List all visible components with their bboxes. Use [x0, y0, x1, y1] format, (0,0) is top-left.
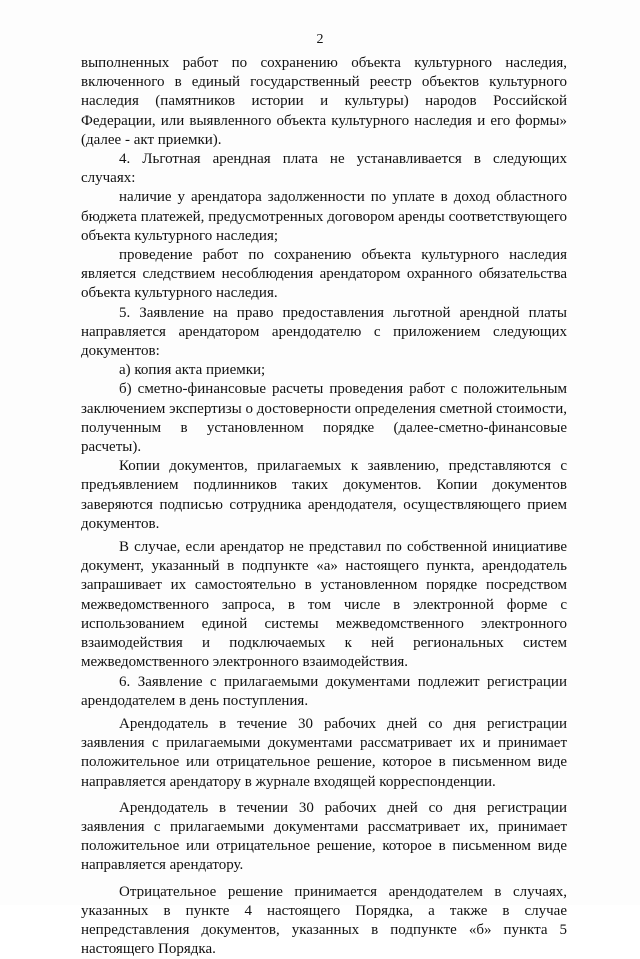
paragraph-act-continuation: выполненных работ по сохранению объекта культурного наследия, включенного в единый государственный реестр объектов культурного наследия (памятников истории и культуры) народов Российской Федерации, или выявленного объекта культурного наследия и его формы» (далее - акт приемки). [81, 55, 567, 148]
page-number: 2 [316, 32, 324, 47]
paragraph-interagency-request: В случае, если арендатор не представил по собственной инициативе документ, указанный в подпункте «а» настоящего пункта, арендодатель запрашивает их самостоятельно в установленном порядке посредством межведомственного запроса, в том числе в электронной форме с использованием единой системы межведомственного электронного взаимодействия и подключаемых к ней региональных систем межведомственного электронного взаимодействия. [81, 539, 567, 671]
paragraph-debt-case: наличие у арендатора задолженности по уплате в доход областного бюджета платежей, предусмотренных договором аренды соответствующего объекта культурного наследия; [81, 189, 567, 244]
paragraph-item-6: 6. Заявление с прилагаемыми документами подлежит регистрации арендодателем в день поступления. [81, 673, 567, 709]
paragraph-subitem-b: б) сметно-финансовые расчеты проведения работ с положительным заключением экспертизы о достоверности определения сметной стоимости, полученным в установленном порядке (далее-сметно-финансовые расчеты). [81, 381, 567, 456]
document-body [81, 54, 567, 959]
paragraph-review-written: Арендодатель в течении 30 рабочих дней со дня регистрации заявления с прилагаемыми документами рассматривает их, принимает положительное или отрицательное решение, которое в письменном виде направляется арендатору. [81, 799, 567, 874]
paragraph-subitem-a: а) копия акта приемки; [119, 362, 266, 379]
paragraph-item-4: 4. Льготная арендная плата не устанавливается в следующих случаях: [81, 151, 567, 187]
paragraph-item-5: 5. Заявление на право предоставления льготной арендной платы направляется арендатором арендодателю с приложением следующих документов: [81, 304, 567, 360]
paragraph-review-journal: Арендодатель в течение 30 рабочих дней со дня регистрации заявления с прилагаемыми документами рассматривает их и принимает положительное или отрицательное решение, которое в письменном виде направляется арендатору в журнале входящей корреспонденции. [81, 715, 567, 790]
paragraph-copies: Копии документов, прилагаемых к заявлению, представляются с предъявлением подлинников таких документов. Копии документов заверяются подписью сотрудника арендодателя, осуществляющего прием документов. [81, 458, 567, 532]
paragraph-negative-decision: Отрицательное решение принимается арендодателем в случаях, указанных в пункте 4 настоящего Порядка, а также в случае непредставления документов, указанных в подпункте «б» пункта 5 настоящего Порядка. [81, 883, 567, 958]
paragraph-violation-case: проведение работ по сохранению объекта культурного наследия является следствием несоблюдения арендатором охранного обязательства объекта культурного наследия. [81, 247, 567, 302]
